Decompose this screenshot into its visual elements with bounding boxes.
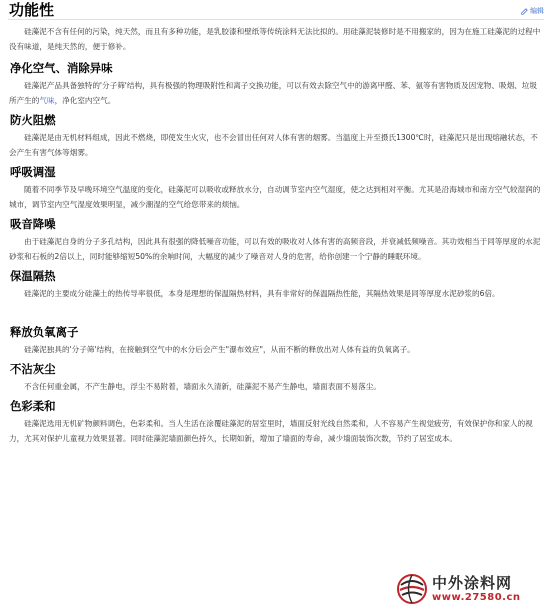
section-paragraph: 硅藻泥独具的'分子筛'结构，在接触到空气中的水分后会产生"瀑布效应"，从而不断的释放出对人体有益的负氧离子。 xyxy=(24,345,415,354)
section-paragraph: 硅藻泥是由无机材料组成，因此不燃烧，即使发生火灾，也不会冒出任何对人体有害的烟雾。当温度上升至摄氏1300℃时，硅藻泥只是出现熔融状态，不会产生有害气体等烟雾。 xyxy=(9,133,538,157)
section-paragraph: 由于硅藻泥自身的分子多孔结构，因此具有很强的降低噪音功能，可以有效的吸收对人体有害的高频音段，并衰减低频噪音。其功效相当于同等厚度的水泥砂浆和石板的2倍以上，同时能够缩短50%的余响时间，大幅度的减少了噪音对人身的危害，给你创建一个宁静的睡眠环境。 xyxy=(9,237,541,261)
section-heading: 释放负氧离子 xyxy=(10,325,79,339)
section-heading: 不沾灰尘 xyxy=(10,362,56,376)
odor-link[interactable]: 气味 xyxy=(39,96,55,105)
section-paragraph: 硅藻泥的主要成分硅藻土的热传导率很低，本身是理想的保温隔热材料，具有非常好的保温隔热性能，其隔热效果是同等厚度水泥砂浆的6倍。 xyxy=(24,289,500,298)
edit-button[interactable] xyxy=(521,6,544,19)
section-text: ，净化室内空气。 xyxy=(54,96,116,105)
globe-logo-icon xyxy=(396,573,428,605)
section-text: 硅藻泥产品具备独特的'分子筛'结构，具有极强的物理吸附性和离子交换功能，可以有效去除空气中的游离甲醛、苯、氨等有害物质及因宠物、吸烟、垃圾所产生的 xyxy=(9,81,537,105)
pencil-icon xyxy=(521,8,528,15)
section-heading: 呼吸调湿 xyxy=(10,165,56,179)
section-heading: 净化空气、消除异味 xyxy=(10,61,113,75)
site-watermark xyxy=(396,573,544,605)
title-bar xyxy=(8,0,544,20)
section-paragraph: 硅藻泥选用无机矿物颜料调色，色彩柔和。当人生活在涂覆硅藻泥的居室里时，墙面反射光线自然柔和，人不容易产生视觉疲劳，有效保护你和家人的视力，尤其对保护儿童视力效果显著。同时硅藻泥墙面颜色持久，长期如新，增加了墙面的寿命，减少墙面装饰次数，节约了居室成本。 xyxy=(9,419,533,443)
section-heading: 防火阻燃 xyxy=(10,113,56,127)
section-paragraph: 不含任何重金属，不产生静电，浮尘不易附着，墙面永久清新，硅藻泥不易产生静电，墙面表面不易落尘。 xyxy=(24,382,381,391)
watermark-brand: 中外涂料网 xyxy=(432,573,513,592)
section-heading: 保温隔热 xyxy=(10,269,56,283)
page-title: 功能性 xyxy=(9,1,55,19)
section-paragraph xyxy=(8,78,544,108)
section-heading: 吸音降噪 xyxy=(10,217,56,231)
intro-paragraph: 硅藻泥不含有任何的污染，纯天然，而且有多种功能，是乳胶漆和壁纸等传统涂料无法比拟的。用硅藻泥装修时是不用搬家的，因为在施工硅藻泥的过程中没有味道，是纯天然的，便于修补。 xyxy=(9,27,541,51)
watermark-url: www.27580.cn xyxy=(432,591,521,603)
section-heading: 色彩柔和 xyxy=(10,399,56,413)
edit-label: 编辑 xyxy=(530,7,544,15)
section-paragraph: 随着不同季节及早晚环境空气温度的变化，硅藻泥可以吸收或释放水分，自动调节室内空气湿度，使之达到相对平衡。尤其是沿海城市和南方空气较湿润的城市，调节室内空气湿度效果明显，减少潮湿的空气给您带来的烦恼。 xyxy=(9,185,541,209)
